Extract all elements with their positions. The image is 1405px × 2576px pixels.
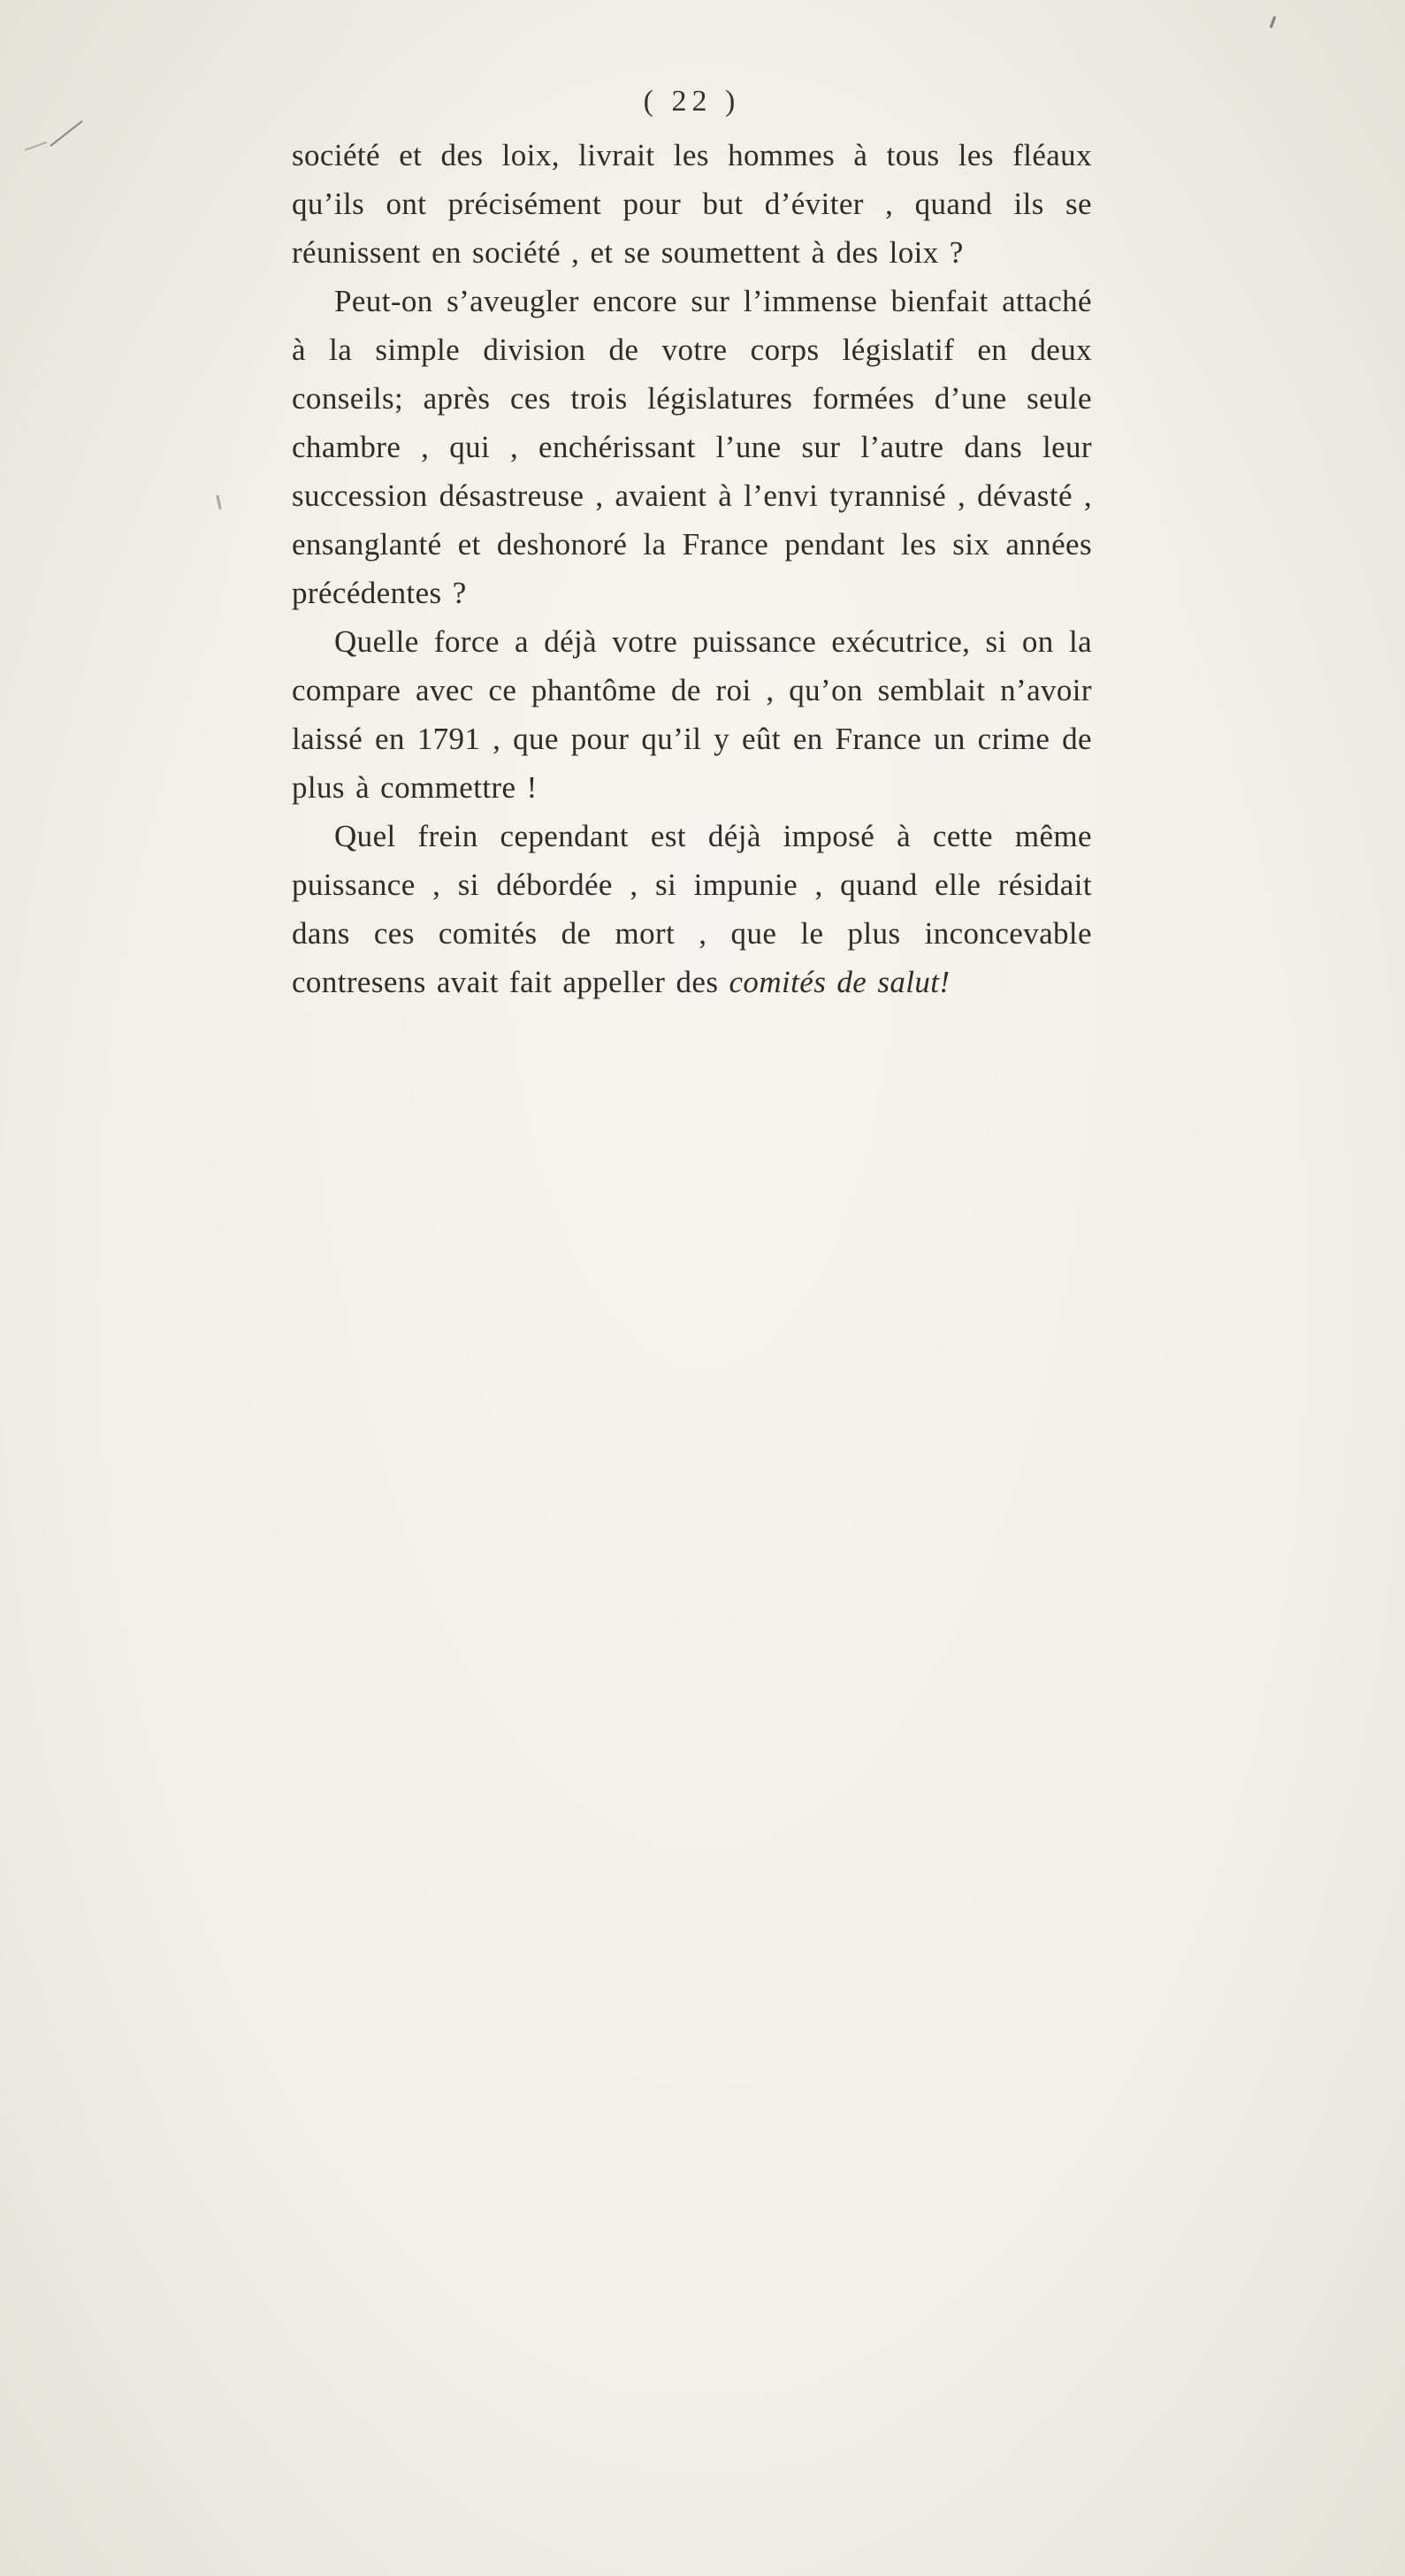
stray-pen-mark (50, 120, 82, 147)
page-number: ( 22 ) (643, 85, 741, 118)
paragraph: Peut-on s’aveugler encore sur l’immense bienfait attaché à la simple division de votre corps législatif en deux conseils; après ces trois législatures formées d’une seule chambre , qui , enchérissant l’une sur l’autre dans leur succession désastreuse , avaient à l’envi tyrannisé , dévasté , ensanglanté et deshonoré la France pendant les six années précédentes ? (292, 284, 1092, 610)
paragraph: Quelle force a déjà votre puissance exécutrice, si on la compare avec ce phantôme de roi , qu’on semblait n’avoir laissé en 1791 , que pour qu’il y eût en France un crime de plus à commettre ! (292, 624, 1092, 805)
text-block (292, 85, 1092, 1006)
paragraph-continuation: société et des loix, livrait les hommes à tous les fléaux qu’ils ont précisément pour but d’éviter , quand ils se réunissent en société , et se soumettent à des loix ? (292, 138, 1092, 270)
italic-phrase: comités de salut! (729, 965, 951, 999)
paragraph-text: Quel frein cependant est déjà imposé à cette même puissance , si débordée , si impunie , quand elle résidait dans ces comités de mort , que le plus inconcevable contresens avait fait appeller des (292, 819, 1092, 999)
stray-ink-speck (1270, 16, 1277, 28)
stray-margin-mark (216, 495, 221, 509)
paragraph (292, 812, 1092, 1006)
